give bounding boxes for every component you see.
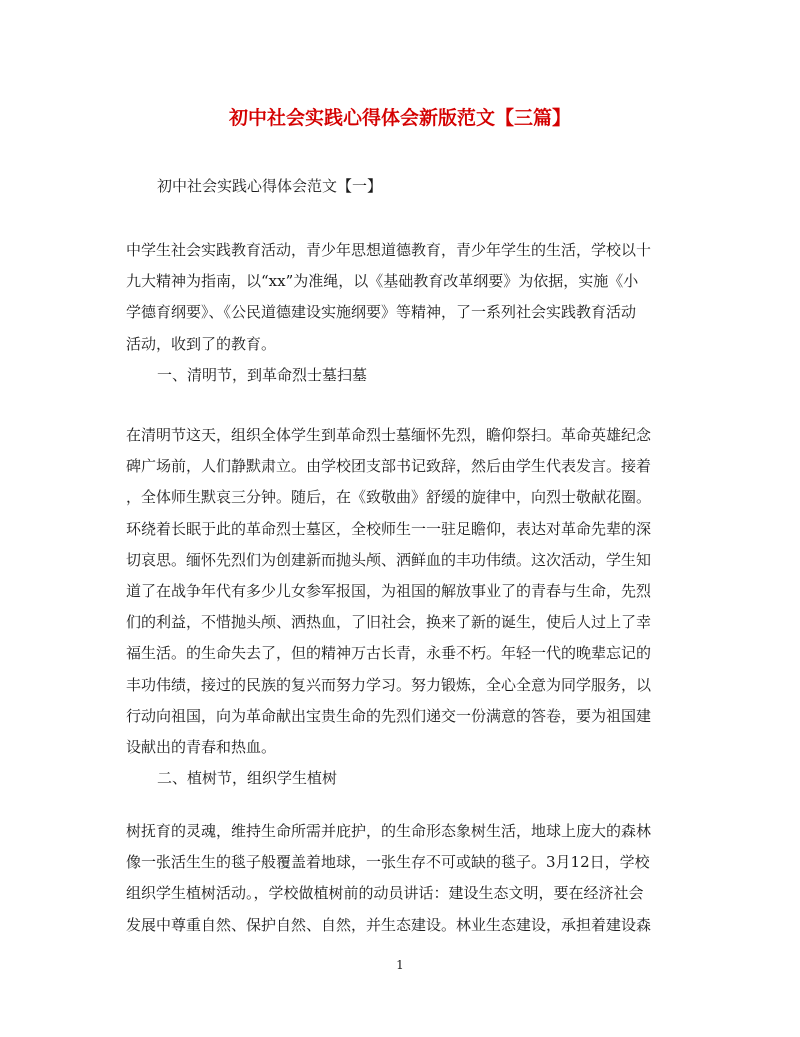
- text-line: 环绕着长眠于此的革命烈士墓区，全校师生一一驻足瞻仰，表达对革命先辈的深: [126, 519, 652, 538]
- text-line: ，全体师生默哀三分钟。随后，在《致敬曲》舒缓的旋律中，向烈士敬献花圈。: [126, 488, 652, 507]
- text-line: 们的利益，不惜抛头颅、洒热血，了旧社会，换来了新的诞生，使后人过上了幸: [126, 613, 652, 632]
- text-line: 学德育纲要》、《公民道德建设实施纲要》等精神，了一系列社会实践教育活动: [126, 303, 637, 322]
- section-heading-zhishu: 二、植树节，组织学生植树: [157, 769, 338, 787]
- page-number: 1: [396, 958, 404, 972]
- document-title: 初中社会实践心得体会新版范文【三篇】: [228, 107, 571, 129]
- text-line: 设献出的青春和热血。: [126, 738, 277, 757]
- zhishu-paragraph: [126, 816, 678, 941]
- text-line: 活动，收到了的教育。: [126, 334, 277, 353]
- text-line: 在清明节这天，组织全体学生到革命烈士墓缅怀先烈，瞻仰祭扫。革命英雄纪念: [126, 426, 652, 444]
- text-line: 行动向祖国，向为革命献出宝贵生命的先烈们递交一份满意的答卷，要为祖国建: [126, 706, 652, 725]
- section-heading-qingming: 一、清明节，到革命烈士墓扫墓: [157, 366, 368, 384]
- text-line: 切哀思。缅怀先烈们为创建新而抛头颅、洒鲜血的丰功伟绩。这次活动，学生知: [126, 550, 652, 569]
- qingming-paragraph: [126, 420, 678, 763]
- text-line: 道了在战争年代有多少儿女参军报国，为祖国的解放事业了的青春与生命，先烈: [126, 582, 652, 601]
- text-line: 丰功伟绩，接过的民族的复兴而努力学习。努力锻炼，全心全意为同学服务，以: [126, 675, 652, 694]
- text-line: 碑广场前，人们静默肃立。由学校团支部书记致辞，然后由学生代表发言。接着: [126, 457, 652, 476]
- text-line: 像一张活生生的毯子般覆盖着地球，一张生存不可或缺的毯子。3月12日，学校: [126, 853, 650, 872]
- text-line: 发展中尊重自然、保护自然、自然，并生态建设。林业生态建设，承担着建设森: [126, 915, 652, 934]
- intro-paragraph: [126, 235, 678, 360]
- text-line: 中学生社会实践教育活动，青少年思想道德教育，青少年学生的生活，学校以十: [126, 241, 652, 259]
- text-line: 福生活。的生命失去了，但的精神万古长青，永垂不朽。年轻一代的晚辈忘记的: [126, 644, 652, 663]
- text-line: 树抚育的灵魂，维持生命所需并庇护，的生命形态象树生活，地球上庞大的森林: [126, 822, 652, 840]
- text-line: 组织学生植树活动。，学校做植树前的动员讲话：建设生态文明，要在经济社会: [126, 884, 644, 903]
- section-subtitle: 初中社会实践心得体会范文【一】: [157, 177, 383, 195]
- text-line: 九大精神为指南，以“xx”为准绳，以《基础教育改革纲要》为依据，实施《小: [126, 272, 639, 291]
